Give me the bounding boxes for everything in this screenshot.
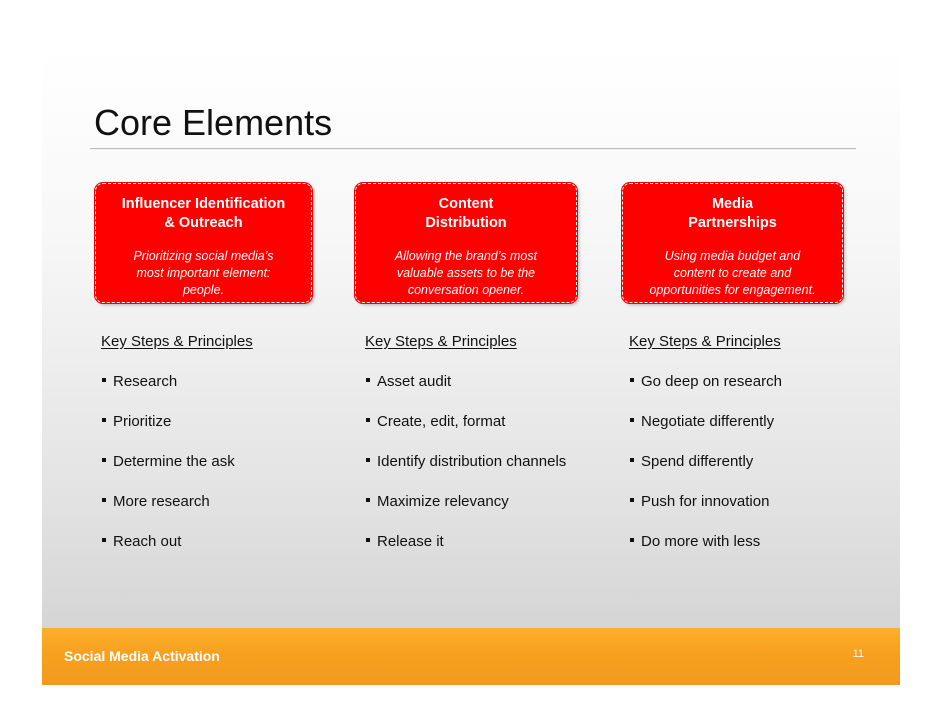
list-item: Push for innovation [629, 493, 889, 513]
bullet-square-icon [366, 418, 370, 422]
list-item: Release it [365, 533, 625, 553]
column-media [629, 333, 889, 573]
card-title: Influencer Identification & Outreach [121, 196, 286, 231]
list-item: Identify distribution channels [365, 453, 625, 473]
card-description: Prioritizing social media’s most important element: people. [133, 249, 274, 297]
column-heading: Key Steps & Principles [101, 333, 253, 350]
bullet-square-icon [102, 458, 106, 462]
bullet-square-icon [366, 538, 370, 542]
card-title: Content Distribution [425, 196, 507, 231]
card-description: Allowing the brand’s most valuable assets to be the conversation opener. [394, 249, 538, 297]
list-item: Spend differently [629, 453, 889, 473]
bullet-square-icon [630, 458, 634, 462]
bullet-square-icon [630, 378, 634, 382]
list-item: Go deep on research [629, 373, 889, 393]
list-item: Reach out [101, 533, 361, 553]
bullet-square-icon [102, 418, 106, 422]
card-description: Using media budget and content to create and opportunities for engagement. [649, 249, 816, 297]
column-content [365, 333, 625, 573]
card-title: Media Partnerships [688, 196, 777, 231]
list-item: Prioritize [101, 413, 361, 433]
column-influencer [101, 333, 361, 573]
bullet-square-icon [102, 538, 106, 542]
bullet-square-icon [366, 378, 370, 382]
slide [42, 50, 900, 685]
card-influencer-outreach [95, 183, 312, 303]
list-item: Research [101, 373, 361, 393]
card-media-partnerships [622, 183, 843, 303]
bullet-square-icon [366, 498, 370, 502]
bullet-square-icon [630, 538, 634, 542]
footer-bar [42, 628, 900, 685]
list-item: Create, edit, format [365, 413, 625, 433]
footer-label: Social Media Activation [64, 648, 220, 664]
list-item: Maximize relevancy [365, 493, 625, 513]
list-item: Determine the ask [101, 453, 361, 473]
bullet-square-icon [366, 458, 370, 462]
slide-title: Core Elements [94, 102, 333, 143]
bullet-square-icon [630, 418, 634, 422]
column-heading: Key Steps & Principles [365, 333, 517, 350]
title-divider [90, 148, 856, 150]
bullet-square-icon [102, 498, 106, 502]
card-content-distribution [355, 183, 577, 303]
list-item: Negotiate differently [629, 413, 889, 433]
column-heading: Key Steps & Principles [629, 333, 781, 350]
page-number: 11 [852, 648, 864, 660]
bullet-square-icon [102, 378, 106, 382]
list-item: Do more with less [629, 533, 889, 553]
bullet-square-icon [630, 498, 634, 502]
list-item: Asset audit [365, 373, 625, 393]
list-item: More research [101, 493, 361, 513]
